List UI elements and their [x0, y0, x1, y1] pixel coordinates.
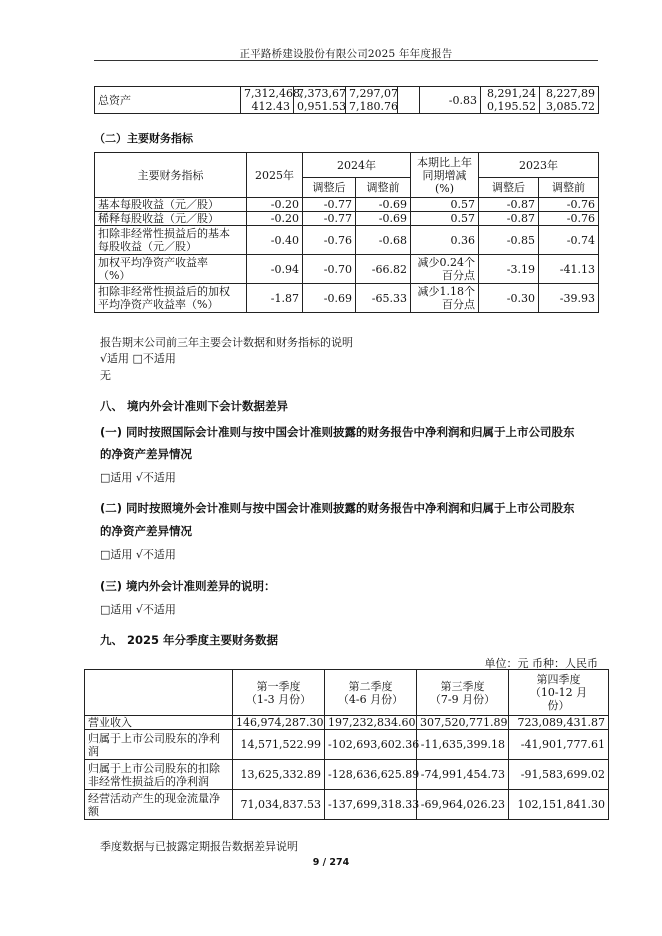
- cell: -41,901,777.61: [509, 730, 609, 760]
- row-label: 扣除非经常性损益后的基本 每股收益（元／股）: [95, 226, 247, 255]
- assets-cell: 7,312,468, 412.43: [241, 87, 294, 114]
- cell: 723,089,431.87: [509, 716, 609, 730]
- table-row: [95, 226, 599, 255]
- assets-change-cell: -0.83: [420, 87, 481, 114]
- table-row: [85, 790, 609, 820]
- row-label: 营业收入: [85, 716, 233, 730]
- cell: -0.77: [303, 198, 356, 212]
- row-label: 归属于上市公司股东的净利 润: [85, 730, 233, 760]
- cell: -0.20: [247, 212, 303, 226]
- section8-sub1-line2: 的净资产差异情况: [100, 447, 192, 461]
- quarterly-data-table: [84, 669, 609, 820]
- cell: -0.87: [479, 198, 539, 212]
- row-label: 扣除非经常性损益后的加权 平均净资产收益率（%）: [95, 284, 247, 313]
- q2-header: 第二季度 （4-6 月份）: [325, 670, 417, 716]
- cell: -65.33: [356, 284, 411, 313]
- indicator-header: 主要财务指标: [95, 153, 247, 198]
- cell: 197,232,834.60: [325, 716, 417, 730]
- before-header: 调整前: [539, 178, 599, 198]
- table-row: [95, 198, 599, 212]
- cell: 减少1.18个 百分点: [411, 284, 479, 313]
- cell: -3.19: [479, 255, 539, 284]
- none-text: 无: [100, 369, 111, 382]
- cell: -41.13: [539, 255, 599, 284]
- q3-header: 第三季度 （7-9 月份）: [417, 670, 509, 716]
- section8-sub1-line1: (一) 同时按照国际会计准则与按中国会计准则披露的财务报告中净利润和归属于上市公司股东: [100, 425, 575, 439]
- row-label: 归属于上市公司股东的扣除 非经常性损益后的净利润: [85, 760, 233, 790]
- cell: 0.57: [411, 198, 479, 212]
- cell: 0.57: [411, 212, 479, 226]
- cell: -0.94: [247, 255, 303, 284]
- cell: -0.70: [303, 255, 356, 284]
- cell: -0.76: [539, 198, 599, 212]
- cell: -0.76: [303, 226, 356, 255]
- row-label: 稀释每股收益（元／股）: [95, 212, 247, 226]
- sub1-option: □适用 √不适用: [100, 471, 176, 484]
- total-assets-table: [94, 86, 599, 114]
- unit-label: 单位：元 币种：人民币: [484, 657, 598, 670]
- row-label: 经营活动产生的现金流量净 额: [85, 790, 233, 820]
- cell: -0.69: [303, 284, 356, 313]
- cell: 146,974,287.30: [233, 716, 325, 730]
- cell: -11,635,399.18: [417, 730, 509, 760]
- cell: -0.85: [479, 226, 539, 255]
- assets-cell: 8,227,89 3,085.72: [540, 87, 599, 114]
- cell: -1.87: [247, 284, 303, 313]
- cell: 14,571,522.99: [233, 730, 325, 760]
- cell: -0.20: [247, 198, 303, 212]
- table-row: [95, 255, 599, 284]
- page-header: 正平路桥建设股份有限公司2025 年年度报告: [239, 48, 453, 60]
- row-label: 基本每股收益（元／股）: [95, 198, 247, 212]
- cell: -0.76: [539, 212, 599, 226]
- cell: -0.77: [303, 212, 356, 226]
- total-assets-label: 总资产: [95, 87, 241, 114]
- assets-blank-cell: [398, 87, 420, 114]
- cell: -91,583,699.02: [509, 760, 609, 790]
- change-header: 本期比上年 同期增减 (%): [411, 153, 479, 198]
- year-2024-header: 2024年: [303, 153, 411, 178]
- q4-header: 第四季度 （10-12 月 份）: [509, 670, 609, 716]
- cell: -66.82: [356, 255, 411, 284]
- section8-sub2-line1: (二) 同时按照境外会计准则与按中国会计准则披露的财务报告中净利润和归属于上市公司股东: [100, 501, 575, 515]
- table-row: [95, 284, 599, 313]
- section2-title: （二）主要财务指标: [94, 132, 193, 145]
- cell: -0.68: [356, 226, 411, 255]
- applicable-option: √适用 □不适用: [100, 352, 176, 365]
- assets-cell: 8,291,24 0,195.52: [481, 87, 540, 114]
- section8-sub3: (三) 境内外会计准则差异的说明：: [100, 579, 276, 593]
- year-2025-header: 2025年: [247, 153, 303, 198]
- cell: -0.69: [356, 212, 411, 226]
- cell: -137,699,318.33: [325, 790, 417, 820]
- q1-header: 第一季度 （1-3 月份）: [233, 670, 325, 716]
- sub2-option: □适用 √不适用: [100, 548, 176, 561]
- assets-cell: 7,297,07 7,180.76: [346, 87, 398, 114]
- cell: -39.93: [539, 284, 599, 313]
- assets-cell: 7,373,67 0,951.53: [294, 87, 346, 114]
- section9-title: 九、 2025 年分季度主要财务数据: [100, 633, 279, 647]
- corner-cell: [85, 670, 233, 716]
- section8-title: 八、 境内外会计准则下会计数据差异: [100, 399, 289, 413]
- row-label: 加权平均净资产收益率 （%）: [95, 255, 247, 284]
- cell: -0.40: [247, 226, 303, 255]
- cell: -0.69: [356, 198, 411, 212]
- header-divider: [94, 60, 598, 61]
- cell: -69,964,026.23: [417, 790, 509, 820]
- cell: 71,034,837.53: [233, 790, 325, 820]
- indicator-note: 报告期末公司前三年主要会计数据和财务指标的说明: [100, 336, 353, 349]
- cell: 减少0.24个 百分点: [411, 255, 479, 284]
- cell: 13,625,332.89: [233, 760, 325, 790]
- adjusted-header: 调整后: [303, 178, 356, 198]
- before-header: 调整前: [356, 178, 411, 198]
- cell: -0.30: [479, 284, 539, 313]
- quarterly-note: 季度数据与已披露定期报告数据差异说明: [100, 840, 298, 853]
- cell: -128,636,625.89: [325, 760, 417, 790]
- cell: -0.87: [479, 212, 539, 226]
- table-row: [85, 760, 609, 790]
- year-2023-header: 2023年: [479, 153, 599, 178]
- cell: 307,520,771.89: [417, 716, 509, 730]
- adjusted-header: 调整后: [479, 178, 539, 198]
- table-row: [95, 212, 599, 226]
- cell: 0.36: [411, 226, 479, 255]
- cell: 102,151,841.30: [509, 790, 609, 820]
- sub3-option: □适用 √不适用: [100, 603, 176, 616]
- page-number: 9 / 274: [312, 857, 350, 868]
- cell: -74,991,454.73: [417, 760, 509, 790]
- section8-sub2-line2: 的净资产差异情况: [100, 524, 192, 538]
- financial-indicators-table: [94, 152, 599, 313]
- cell: -0.74: [539, 226, 599, 255]
- table-row: [85, 730, 609, 760]
- cell: -102,693,602.36: [325, 730, 417, 760]
- table-row: [85, 716, 609, 730]
